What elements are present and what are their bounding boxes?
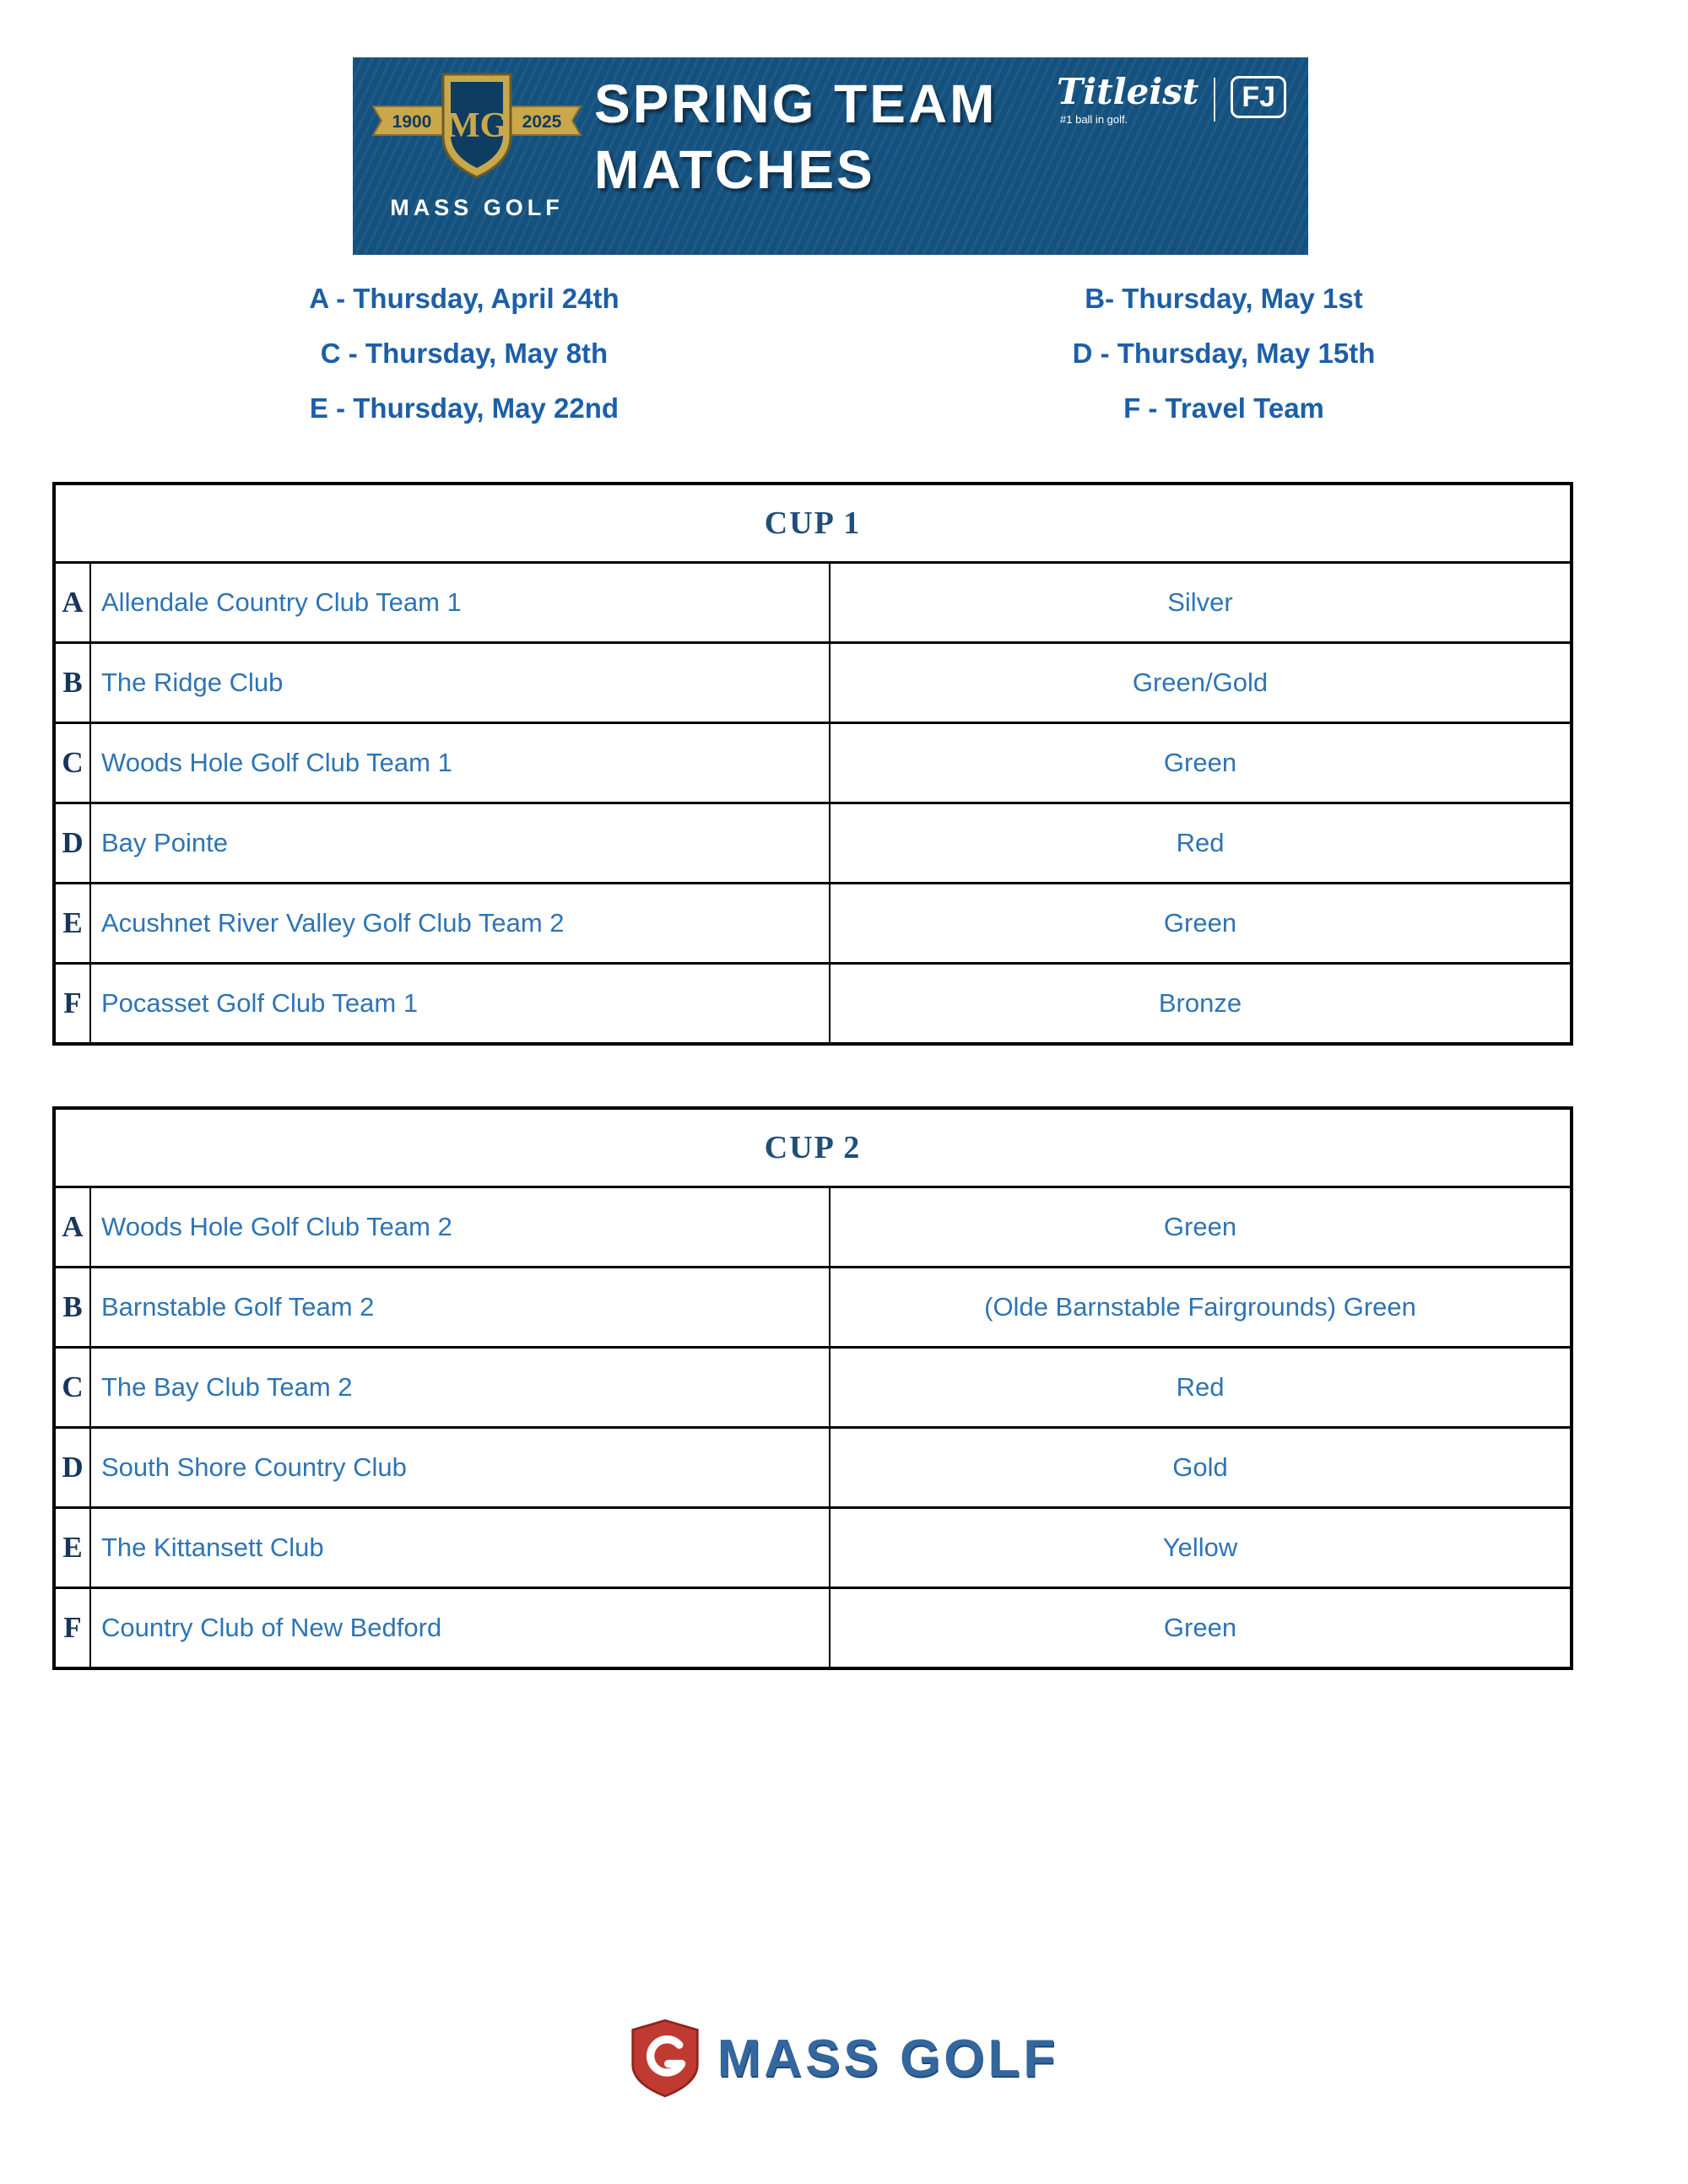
club-name: Woods Hole Golf Club Team 1 [91,724,830,802]
cup1-table [52,482,1573,1046]
team-color: Green [1163,748,1237,777]
cup2-title: CUP 2 [56,1110,1570,1188]
team-color: Silver [1167,587,1233,617]
massgolf-banner-logo [370,69,584,221]
legend-item-c: C - Thursday, May 8th [320,338,609,369]
table-row [56,884,1570,965]
legend-item-b: B- Thursday, May 1st [1085,283,1363,314]
club-name: Country Club of New Bedford [91,1589,830,1667]
club-name: Barnstable Golf Team 2 [91,1268,830,1346]
club-name: Woods Hole Golf Club Team 2 [91,1188,830,1266]
row-letter: F [56,965,91,1042]
legend-item-a: A - Thursday, April 24th [309,283,619,314]
club-name: The Kittansett Club [91,1509,830,1587]
titleist-tagline: #1 ball in golf. [1060,113,1128,126]
team-color: Yellow [1162,1533,1238,1562]
table-row [56,1429,1570,1509]
club-name: South Shore Country Club [91,1429,830,1506]
table-row [56,804,1570,884]
row-letter: C [56,724,91,802]
club-name: Acushnet River Valley Golf Club Team 2 [91,884,830,962]
table-row [56,564,1570,644]
row-letter: D [56,1429,91,1506]
club-name: Pocasset Golf Club Team 1 [91,965,830,1042]
table-row [56,1589,1570,1667]
logo-year-right: 2025 [522,112,562,132]
legend-item-d: D - Thursday, May 15th [1072,338,1376,369]
row-letter: A [56,564,91,641]
header-banner [353,57,1308,255]
logo-brand-text: MASS GOLF [390,195,564,220]
team-color: Green/Gold [1132,668,1269,697]
table-row [56,1268,1570,1349]
team-color: (Olde Barnstable Fairgrounds) Green [984,1292,1416,1322]
row-letter: A [56,1188,91,1266]
team-color: Red [1176,1372,1225,1402]
titleist-logo [1057,71,1199,126]
logo-monogram: MG [446,106,508,145]
footjoy-logo: FJ [1231,76,1286,118]
row-letter: B [56,644,91,722]
team-color: Gold [1172,1452,1228,1482]
titleist-wordmark: Titleist [1057,71,1199,112]
logo-year-left: 1900 [392,112,432,132]
footer-logo [0,2019,1688,2098]
page-title [594,71,997,203]
table-row [56,644,1570,724]
schedule-legend [84,282,1604,425]
page-title-line2: MATCHES [594,139,875,200]
table-row [56,724,1570,804]
club-name: The Ridge Club [91,644,830,722]
team-color: Green [1163,1212,1237,1241]
page-title-line1: SPRING TEAM [594,73,998,134]
row-letter: B [56,1268,91,1346]
row-letter: C [56,1349,91,1426]
team-color: Green [1163,1613,1237,1642]
table-row [56,1509,1570,1589]
cup1-title: CUP 1 [56,485,1570,564]
club-name: The Bay Club Team 2 [91,1349,830,1426]
team-color: Red [1176,828,1225,857]
table-row [56,1188,1570,1268]
massgolf-shield-icon [370,69,584,194]
team-color: Bronze [1158,988,1242,1018]
club-name: Bay Pointe [91,804,830,882]
legend-item-f: F - Travel Team [1123,392,1324,424]
row-letter: F [56,1589,91,1667]
table-row [56,965,1570,1042]
legend-item-e: E - Thursday, May 22nd [309,392,619,424]
cup2-table [52,1106,1573,1670]
sponsor-divider [1214,78,1215,122]
table-row [56,1349,1570,1429]
massgolf-footer-shield-icon [630,2019,701,2098]
footer-brand-text: MASS GOLF [717,2029,1059,2088]
row-letter: E [56,884,91,962]
row-letter: D [56,804,91,882]
row-letter: E [56,1509,91,1587]
team-color: Green [1163,908,1237,938]
sponsor-logos [1057,71,1286,126]
club-name: Allendale Country Club Team 1 [91,564,830,641]
